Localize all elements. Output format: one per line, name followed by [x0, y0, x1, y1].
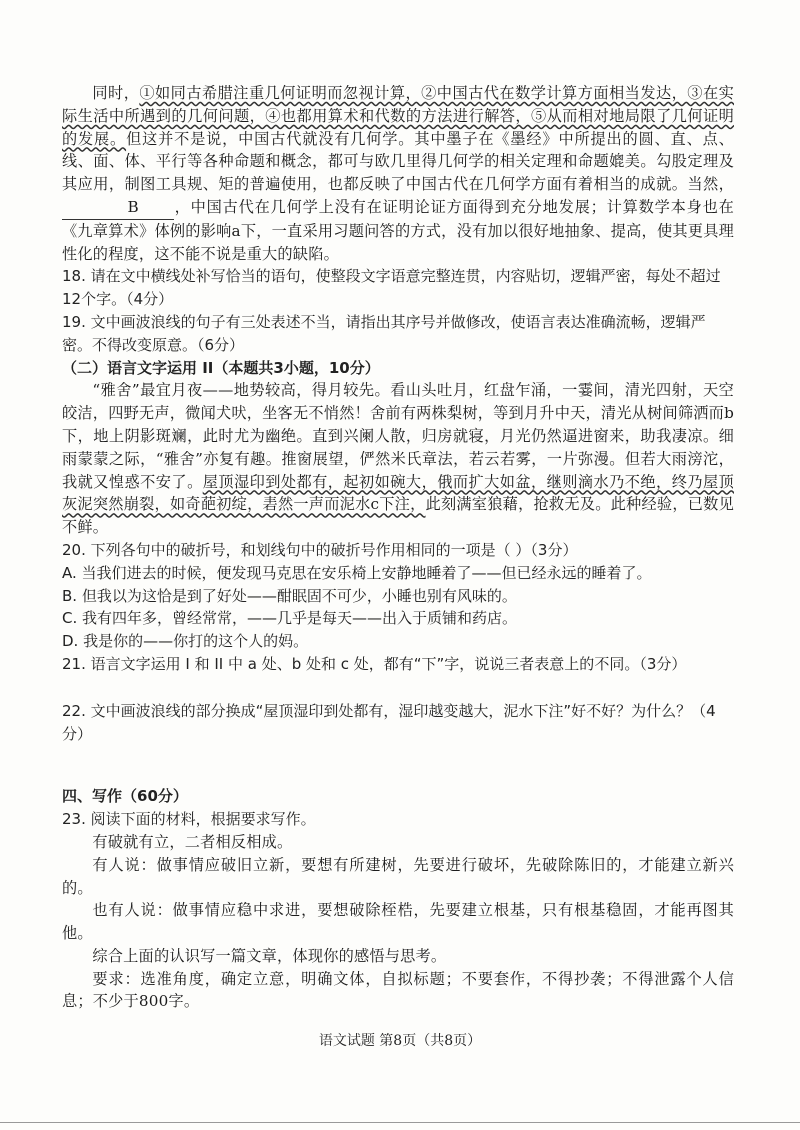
question-21: 21. 语言文字运用 I 和 II 中 a 处、b 处和 c 处，都有“下”字，说说三者表意上的不同。（3分） — [62, 654, 687, 673]
question-22: 22. 文中画波浪线的部分换成“屋顶湿印到处都有，湿印越变越大，泥水下注”好不好？为什么？（4分） — [62, 701, 716, 743]
material-line-1: 有破就有立，二者相反相成。 — [92, 832, 293, 851]
section-2-heading: （二）语言文字运用 II（本题共3小题，10分） — [62, 358, 380, 377]
passage-geometry — [62, 82, 734, 265]
question-18: 18. 请在文中横线处补写恰当的语句，使整段文字语意完整连贯，内容贴切，逻辑严密，每处不超过12个字。（4分） — [62, 267, 721, 309]
wavy-sentence-geometry: ①如同古希腊注重几何证明而忽视计算，②中国古代在数学计算方面相当发达，③在实际生活中所遇到的几何问题，④也都用算术和代数的方法进行解答，⑤从而相对地局限了几何证明的发展。 — [62, 84, 734, 148]
passage-yashe-tail: 此刻满室狼藉，抢救无及。此种经验，已数见不鲜。 — [62, 495, 734, 537]
option-d[interactable]: D. 我是你的——你打的这个人的妈。 — [62, 632, 309, 651]
passage-geometry-tail: ，中国古代在几何学上没有在证明论证方面得到充分地发展；计算数学本身也在《九章算术》体例的影响a下，一直采用习题问答的方式，没有加以很好地抽象、提高，使其更具理性化的程度，这不能不说是重大的缺陷。 — [62, 197, 734, 263]
passage-geometry-body: 但这并不是说，中国古代就没有几何学。其中墨子在《墨经》中所提出的圆、直、点、线、面、体、平行等各种命题和概念，都可与欧几里得几何学的相关定理和命题媲美。勾股定理及其应用，制图工具规、矩的普遍使用，也都反映了中国古代在几何学方面有着相当的成就。当然， — [62, 129, 734, 194]
writing-requirements: 要求：选准角度，确定立意，明确文体，自拟标题；不要套作，不得抄袭；不得泄露个人信息；不少于800字。 — [62, 969, 734, 1011]
question-20: 20. 下列各句中的破折号，和划线句中的破折号作用相同的一项是（ ）（3分） — [62, 540, 578, 559]
material-line-4: 综合上面的认识写一篇文章，体现你的感悟与思考。 — [92, 946, 447, 965]
material-line-3: 也有人说：做事情应稳中求进，要想破除桎梏，先要建立根基，只有根基稳固，才能再图其他。 — [62, 901, 734, 943]
option-a[interactable]: A. 当我们进去的时候，便发现马克思在安乐椅上安静地睡着了——但已经永远的睡着了。 — [62, 563, 652, 582]
question-19: 19. 文中画波浪线的句子有三处表述不当，请指出其序号并做修改，使语言表达准确流畅，逻辑严密。不得改变原意。（6分） — [62, 312, 706, 354]
wavy-sentence-roof: 屋顶湿印到处都有，起初如碗大，俄而扩大如盆，继则滴水乃不绝，终乃屋顶灰泥突然崩裂，如奇葩初绽，砉然一声而泥水c下注， — [62, 472, 734, 514]
blank-b[interactable]: B — [62, 196, 174, 220]
answer-space-22 — [62, 745, 734, 785]
section-4-heading: 四、写作（60分） — [62, 787, 188, 806]
passage-geometry-intro: 同时， — [92, 84, 140, 102]
answer-space-21 — [62, 676, 734, 700]
option-c[interactable]: C. 我有四年多，曾经常常，——几乎是每天——出入于质铺和药店。 — [62, 609, 518, 628]
question-23: 23. 阅读下面的材料，根据要求写作。 — [62, 810, 316, 829]
option-b[interactable]: B. 但我以为这恰是到了好处——酣眠固不可少，小睡也别有风味的。 — [62, 586, 517, 605]
scan-edge-line — [0, 1122, 800, 1123]
material-line-2: 有人说：做事情应破旧立新，要想有所建树，先要进行破坏，先破除陈旧的，才能建立新兴的。 — [62, 855, 734, 897]
page-footer: 语文试题 第8页（共8页） — [318, 1033, 482, 1049]
passage-yashe-body: “雅舍”最宜月夜——地势较高，得月较先。看山头吐月，红盘乍涌，一霎间，清光四射，天空皎洁，四野无声，微闻犬吠，坐客无不悄然！舍前有两株梨树，等到月升中天，清光从树间筛洒而b下，地上阴影斑斓，此时尤为幽绝。直到兴阑人散，归房就寝，月光仍然逼进窗来，助我凄凉。细雨蒙蒙之际，“雅舍”亦复有趣。推窗展望，俨然米氏章法，若云若雾，一片弥漫。但若大雨滂沱，我就又惶惑不安了。 — [62, 381, 734, 491]
passage-yashe — [62, 379, 734, 539]
